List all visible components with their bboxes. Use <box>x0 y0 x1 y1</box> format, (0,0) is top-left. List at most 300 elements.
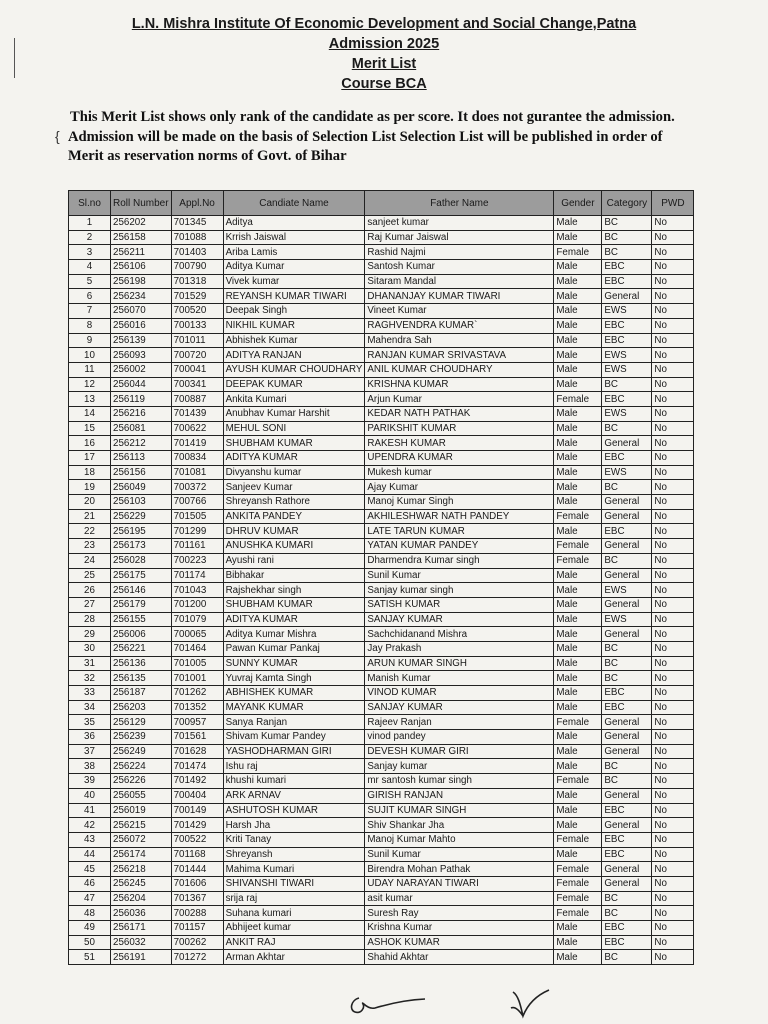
cell-sl-no: 8 <box>69 318 111 333</box>
cell-category: BC <box>602 377 652 392</box>
cell-pwd: No <box>652 392 694 407</box>
table-row <box>69 348 694 363</box>
cell-roll-number: 256175 <box>111 568 172 583</box>
cell-candidate-name: Krrish Jaiswal <box>223 230 365 245</box>
cell-category: BC <box>602 553 652 568</box>
cell-category: EWS <box>602 465 652 480</box>
cell-appl-no: 701043 <box>171 583 223 598</box>
cell-gender: Male <box>554 465 602 480</box>
cell-candidate-name: Suhana kumari <box>223 906 365 921</box>
cell-category: BC <box>602 216 652 231</box>
cell-sl-no: 24 <box>69 553 111 568</box>
cell-gender: Male <box>554 377 602 392</box>
cell-sl-no: 15 <box>69 421 111 436</box>
column-header-candidate-name: Candiate Name <box>223 191 365 216</box>
cell-candidate-name: AYUSH KUMAR CHOUDHARY <box>223 362 365 377</box>
cell-category: EWS <box>602 304 652 319</box>
cell-appl-no: 701200 <box>171 597 223 612</box>
table-row <box>69 818 694 833</box>
table-row <box>69 362 694 377</box>
cell-pwd: No <box>652 289 694 304</box>
cell-pwd: No <box>652 406 694 421</box>
cell-candidate-name: Aditya Kumar <box>223 260 365 275</box>
cell-sl-no: 25 <box>69 568 111 583</box>
cell-gender: Male <box>554 260 602 275</box>
cell-candidate-name: khushi kumari <box>223 774 365 789</box>
cell-father-name: DHANANJAY KUMAR TIWARI <box>365 289 554 304</box>
table-row <box>69 406 694 421</box>
cell-gender: Male <box>554 216 602 231</box>
cell-roll-number: 256224 <box>111 759 172 774</box>
cell-roll-number: 256203 <box>111 700 172 715</box>
cell-category: General <box>602 627 652 642</box>
cell-father-name: Sachchidanand Mishra <box>365 627 554 642</box>
cell-candidate-name: ANKITA PANDEY <box>223 509 365 524</box>
cell-appl-no: 700887 <box>171 392 223 407</box>
cell-category: EWS <box>602 612 652 627</box>
table-row <box>69 876 694 891</box>
cell-category: BC <box>602 245 652 260</box>
cell-pwd: No <box>652 583 694 598</box>
cell-appl-no: 701352 <box>171 700 223 715</box>
cell-appl-no: 701419 <box>171 436 223 451</box>
cell-roll-number: 256216 <box>111 406 172 421</box>
cell-candidate-name: ARK ARNAV <box>223 788 365 803</box>
cell-father-name: vinod pandey <box>365 730 554 745</box>
cell-pwd: No <box>652 274 694 289</box>
cell-father-name: ASHOK KUMAR <box>365 935 554 950</box>
cell-pwd: No <box>652 847 694 862</box>
cell-appl-no: 701505 <box>171 509 223 524</box>
cell-sl-no: 41 <box>69 803 111 818</box>
cell-pwd: No <box>652 304 694 319</box>
cell-category: General <box>602 597 652 612</box>
table-row <box>69 377 694 392</box>
cell-roll-number: 256119 <box>111 392 172 407</box>
cell-candidate-name: REYANSH KUMAR TIWARI <box>223 289 365 304</box>
cell-candidate-name: ADITYA RANJAN <box>223 348 365 363</box>
cell-appl-no: 701439 <box>171 406 223 421</box>
bracket-mark: { <box>55 128 60 144</box>
cell-category: BC <box>602 671 652 686</box>
cell-father-name: Sunil Kumar <box>365 568 554 583</box>
cell-father-name: SANJAY KUMAR <box>365 700 554 715</box>
signature-1 <box>345 990 435 1018</box>
cell-candidate-name: MAYANK KUMAR <box>223 700 365 715</box>
table-row <box>69 465 694 480</box>
institute-name: L.N. Mishra Institute Of Economic Development and Social Change,Patna <box>131 16 637 32</box>
table-row <box>69 333 694 348</box>
cell-gender: Male <box>554 950 602 965</box>
cell-category: EWS <box>602 406 652 421</box>
cell-gender: Male <box>554 333 602 348</box>
cell-appl-no: 701444 <box>171 862 223 877</box>
cell-roll-number: 256174 <box>111 847 172 862</box>
cell-appl-no: 701345 <box>171 216 223 231</box>
notice-line-2: Admission will be made on the basis of Selection List Selection List will be published in order of <box>68 128 663 145</box>
cell-gender: Male <box>554 436 602 451</box>
cell-father-name: RAKESH KUMAR <box>365 436 554 451</box>
table-row <box>69 921 694 936</box>
cell-category: EBC <box>602 832 652 847</box>
cell-pwd: No <box>652 921 694 936</box>
cell-candidate-name: DEEPAK KUMAR <box>223 377 365 392</box>
cell-roll-number: 256146 <box>111 583 172 598</box>
table-row <box>69 318 694 333</box>
cell-candidate-name: Aditya Kumar Mishra <box>223 627 365 642</box>
cell-appl-no: 701088 <box>171 230 223 245</box>
cell-candidate-name: Shreyansh <box>223 847 365 862</box>
cell-gender: Male <box>554 289 602 304</box>
cell-appl-no: 701079 <box>171 612 223 627</box>
cell-father-name: Mahendra Sah <box>365 333 554 348</box>
table-header-row <box>69 191 694 216</box>
table-row <box>69 539 694 554</box>
cell-sl-no: 31 <box>69 656 111 671</box>
cell-father-name: Dharmendra Kumar singh <box>365 553 554 568</box>
cell-appl-no: 701474 <box>171 759 223 774</box>
cell-sl-no: 17 <box>69 451 111 466</box>
cell-candidate-name: Harsh Jha <box>223 818 365 833</box>
cell-father-name: GIRISH RANJAN <box>365 788 554 803</box>
table-row <box>69 597 694 612</box>
cell-category: General <box>602 495 652 510</box>
cell-pwd: No <box>652 260 694 275</box>
cell-appl-no: 700041 <box>171 362 223 377</box>
cell-pwd: No <box>652 216 694 231</box>
cell-roll-number: 256187 <box>111 686 172 701</box>
cell-candidate-name: SHIVANSHI TIWARI <box>223 876 365 891</box>
cell-sl-no: 3 <box>69 245 111 260</box>
table-row <box>69 583 694 598</box>
cell-father-name: Shahid Akhtar <box>365 950 554 965</box>
cell-category: General <box>602 436 652 451</box>
cell-appl-no: 701262 <box>171 686 223 701</box>
cell-roll-number: 256202 <box>111 216 172 231</box>
cell-sl-no: 14 <box>69 406 111 421</box>
cell-candidate-name: Ishu raj <box>223 759 365 774</box>
cell-candidate-name: ASHUTOSH KUMAR <box>223 803 365 818</box>
table-row <box>69 230 694 245</box>
table-row <box>69 289 694 304</box>
column-header-father-name: Father Name <box>365 191 554 216</box>
cell-roll-number: 256179 <box>111 597 172 612</box>
cell-pwd: No <box>652 362 694 377</box>
cell-appl-no: 700790 <box>171 260 223 275</box>
cell-father-name: asit kumar <box>365 891 554 906</box>
cell-pwd: No <box>652 818 694 833</box>
cell-sl-no: 19 <box>69 480 111 495</box>
cell-roll-number: 256221 <box>111 641 172 656</box>
cell-sl-no: 49 <box>69 921 111 936</box>
cell-pwd: No <box>652 377 694 392</box>
cell-pwd: No <box>652 700 694 715</box>
cell-father-name: UDAY NARAYAN TIWARI <box>365 876 554 891</box>
cell-candidate-name: Shivam Kumar Pandey <box>223 730 365 745</box>
table-row <box>69 935 694 950</box>
cell-roll-number: 256072 <box>111 832 172 847</box>
cell-pwd: No <box>652 230 694 245</box>
table-row <box>69 524 694 539</box>
cell-sl-no: 2 <box>69 230 111 245</box>
cell-category: EWS <box>602 583 652 598</box>
column-header-gender: Gender <box>554 191 602 216</box>
cell-pwd: No <box>652 495 694 510</box>
cell-gender: Male <box>554 641 602 656</box>
cell-sl-no: 13 <box>69 392 111 407</box>
column-header-roll-number: Roll Number <box>111 191 172 216</box>
cell-candidate-name: ANUSHKA KUMARI <box>223 539 365 554</box>
cell-gender: Male <box>554 406 602 421</box>
table-row <box>69 216 694 231</box>
cell-category: BC <box>602 656 652 671</box>
cell-gender: Female <box>554 906 602 921</box>
cell-candidate-name: Abhishek Kumar <box>223 333 365 348</box>
cell-appl-no: 701403 <box>171 245 223 260</box>
cell-appl-no: 700065 <box>171 627 223 642</box>
table-row <box>69 495 694 510</box>
cell-gender: Male <box>554 597 602 612</box>
cell-category: EBC <box>602 921 652 936</box>
cell-sl-no: 1 <box>69 216 111 231</box>
table-row <box>69 436 694 451</box>
cell-gender: Male <box>554 362 602 377</box>
cell-candidate-name: Bibhakar <box>223 568 365 583</box>
cell-gender: Female <box>554 539 602 554</box>
table-row <box>69 612 694 627</box>
table-row <box>69 744 694 759</box>
document-header <box>0 14 768 94</box>
cell-appl-no: 700522 <box>171 832 223 847</box>
cell-category: EBC <box>602 700 652 715</box>
cell-gender: Male <box>554 274 602 289</box>
cell-appl-no: 701492 <box>171 774 223 789</box>
cell-category: EBC <box>602 803 652 818</box>
cell-father-name: Suresh Ray <box>365 906 554 921</box>
table-row <box>69 832 694 847</box>
table-row <box>69 700 694 715</box>
cell-gender: Male <box>554 627 602 642</box>
cell-roll-number: 256129 <box>111 715 172 730</box>
cell-roll-number: 256212 <box>111 436 172 451</box>
cell-pwd: No <box>652 686 694 701</box>
cell-appl-no: 701272 <box>171 950 223 965</box>
table-row <box>69 803 694 818</box>
cell-roll-number: 256049 <box>111 480 172 495</box>
cell-sl-no: 23 <box>69 539 111 554</box>
column-header-appl-no: Appl.No <box>171 191 223 216</box>
cell-category: General <box>602 715 652 730</box>
cell-roll-number: 256093 <box>111 348 172 363</box>
cell-candidate-name: Abhijeet kumar <box>223 921 365 936</box>
cell-category: BC <box>602 906 652 921</box>
table-row <box>69 715 694 730</box>
table-row <box>69 260 694 275</box>
cell-category: BC <box>602 421 652 436</box>
cell-father-name: Manish Kumar <box>365 671 554 686</box>
cell-appl-no: 701628 <box>171 744 223 759</box>
cell-father-name: Sanjay kumar <box>365 759 554 774</box>
cell-roll-number: 256106 <box>111 260 172 275</box>
cell-gender: Male <box>554 730 602 745</box>
cell-pwd: No <box>652 451 694 466</box>
cell-pwd: No <box>652 539 694 554</box>
cell-sl-no: 45 <box>69 862 111 877</box>
table-row <box>69 274 694 289</box>
cell-pwd: No <box>652 788 694 803</box>
cell-sl-no: 50 <box>69 935 111 950</box>
cell-category: EBC <box>602 847 652 862</box>
cell-sl-no: 21 <box>69 509 111 524</box>
cell-candidate-name: Mahima Kumari <box>223 862 365 877</box>
cell-roll-number: 256198 <box>111 274 172 289</box>
table-body <box>69 216 694 965</box>
cell-candidate-name: YASHODHARMAN GIRI <box>223 744 365 759</box>
cell-gender: Female <box>554 715 602 730</box>
cell-sl-no: 51 <box>69 950 111 965</box>
cell-gender: Male <box>554 480 602 495</box>
cell-roll-number: 256016 <box>111 318 172 333</box>
cell-candidate-name: MEHUL SONI <box>223 421 365 436</box>
cell-gender: Male <box>554 318 602 333</box>
cell-father-name: Sunil Kumar <box>365 847 554 862</box>
cell-roll-number: 256028 <box>111 553 172 568</box>
cell-father-name: LATE TARUN KUMAR <box>365 524 554 539</box>
cell-appl-no: 701318 <box>171 274 223 289</box>
cell-father-name: Sitaram Mandal <box>365 274 554 289</box>
cell-pwd: No <box>652 641 694 656</box>
cell-sl-no: 9 <box>69 333 111 348</box>
cell-pwd: No <box>652 480 694 495</box>
cell-gender: Male <box>554 612 602 627</box>
cell-sl-no: 36 <box>69 730 111 745</box>
cell-candidate-name: Pawan Kumar Pankaj <box>223 641 365 656</box>
cell-sl-no: 26 <box>69 583 111 598</box>
cell-candidate-name: Sanjeev Kumar <box>223 480 365 495</box>
table-row <box>69 847 694 862</box>
cell-category: EBC <box>602 333 652 348</box>
cell-father-name: SUJIT KUMAR SINGH <box>365 803 554 818</box>
cell-appl-no: 701168 <box>171 847 223 862</box>
cell-gender: Male <box>554 348 602 363</box>
cell-appl-no: 701429 <box>171 818 223 833</box>
cell-candidate-name: SHUBHAM KUMAR <box>223 436 365 451</box>
cell-candidate-name: ANKIT RAJ <box>223 935 365 950</box>
cell-roll-number: 256249 <box>111 744 172 759</box>
cell-father-name: Manoj Kumar Mahto <box>365 832 554 847</box>
cell-pwd: No <box>652 348 694 363</box>
cell-appl-no: 700149 <box>171 803 223 818</box>
cell-category: General <box>602 862 652 877</box>
cell-roll-number: 256136 <box>111 656 172 671</box>
cell-pwd: No <box>652 935 694 950</box>
table-row <box>69 671 694 686</box>
cell-appl-no: 700834 <box>171 451 223 466</box>
cell-pwd: No <box>652 832 694 847</box>
cell-candidate-name: ADITYA KUMAR <box>223 612 365 627</box>
cell-category: BC <box>602 641 652 656</box>
table-row <box>69 686 694 701</box>
cell-father-name: ARUN KUMAR SINGH <box>365 656 554 671</box>
column-header-category: Category <box>602 191 652 216</box>
cell-appl-no: 701606 <box>171 876 223 891</box>
cell-pwd: No <box>652 245 694 260</box>
cell-gender: Male <box>554 495 602 510</box>
cell-candidate-name: Vivek kumar <box>223 274 365 289</box>
cell-roll-number: 256245 <box>111 876 172 891</box>
cell-sl-no: 35 <box>69 715 111 730</box>
cell-sl-no: 28 <box>69 612 111 627</box>
cell-sl-no: 29 <box>69 627 111 642</box>
cell-roll-number: 256103 <box>111 495 172 510</box>
cell-candidate-name: Sanya Ranjan <box>223 715 365 730</box>
cell-sl-no: 34 <box>69 700 111 715</box>
cell-pwd: No <box>652 318 694 333</box>
cell-pwd: No <box>652 803 694 818</box>
cell-appl-no: 701299 <box>171 524 223 539</box>
cell-appl-no: 700622 <box>171 421 223 436</box>
cell-sl-no: 4 <box>69 260 111 275</box>
cell-roll-number: 256081 <box>111 421 172 436</box>
cell-category: EBC <box>602 686 652 701</box>
cell-father-name: Manoj Kumar Singh <box>365 495 554 510</box>
cell-category: EWS <box>602 362 652 377</box>
cell-appl-no: 700372 <box>171 480 223 495</box>
cell-sl-no: 42 <box>69 818 111 833</box>
table-row <box>69 641 694 656</box>
signature-2 <box>505 986 565 1020</box>
cell-category: BC <box>602 950 652 965</box>
cell-gender: Female <box>554 774 602 789</box>
cell-appl-no: 700720 <box>171 348 223 363</box>
cell-sl-no: 11 <box>69 362 111 377</box>
cell-appl-no: 700957 <box>171 715 223 730</box>
cell-pwd: No <box>652 774 694 789</box>
cell-category: General <box>602 818 652 833</box>
cell-gender: Male <box>554 818 602 833</box>
cell-pwd: No <box>652 568 694 583</box>
cell-appl-no: 700262 <box>171 935 223 950</box>
cell-appl-no: 701174 <box>171 568 223 583</box>
cell-father-name: Shiv Shankar Jha <box>365 818 554 833</box>
cell-roll-number: 256211 <box>111 245 172 260</box>
cell-father-name: Krishna Kumar <box>365 921 554 936</box>
cell-candidate-name: ABHISHEK KUMAR <box>223 686 365 701</box>
cell-appl-no: 701367 <box>171 891 223 906</box>
cell-roll-number: 256135 <box>111 671 172 686</box>
cell-pwd: No <box>652 436 694 451</box>
cell-appl-no: 701157 <box>171 921 223 936</box>
cell-father-name: AKHILESHWAR NATH PANDEY <box>365 509 554 524</box>
cell-pwd: No <box>652 759 694 774</box>
cell-appl-no: 701529 <box>171 289 223 304</box>
cell-category: BC <box>602 230 652 245</box>
cell-category: EBC <box>602 451 652 466</box>
cell-sl-no: 20 <box>69 495 111 510</box>
cell-pwd: No <box>652 730 694 745</box>
cell-roll-number: 256032 <box>111 935 172 950</box>
cell-father-name: Raj Kumar Jaiswal <box>365 230 554 245</box>
cell-pwd: No <box>652 950 694 965</box>
cell-category: EBC <box>602 935 652 950</box>
cell-candidate-name: NIKHIL KUMAR <box>223 318 365 333</box>
cell-category: EBC <box>602 274 652 289</box>
cell-candidate-name: SHUBHAM KUMAR <box>223 597 365 612</box>
cell-pwd: No <box>652 656 694 671</box>
cell-appl-no: 700133 <box>171 318 223 333</box>
cell-category: BC <box>602 774 652 789</box>
cell-father-name: Mukesh kumar <box>365 465 554 480</box>
